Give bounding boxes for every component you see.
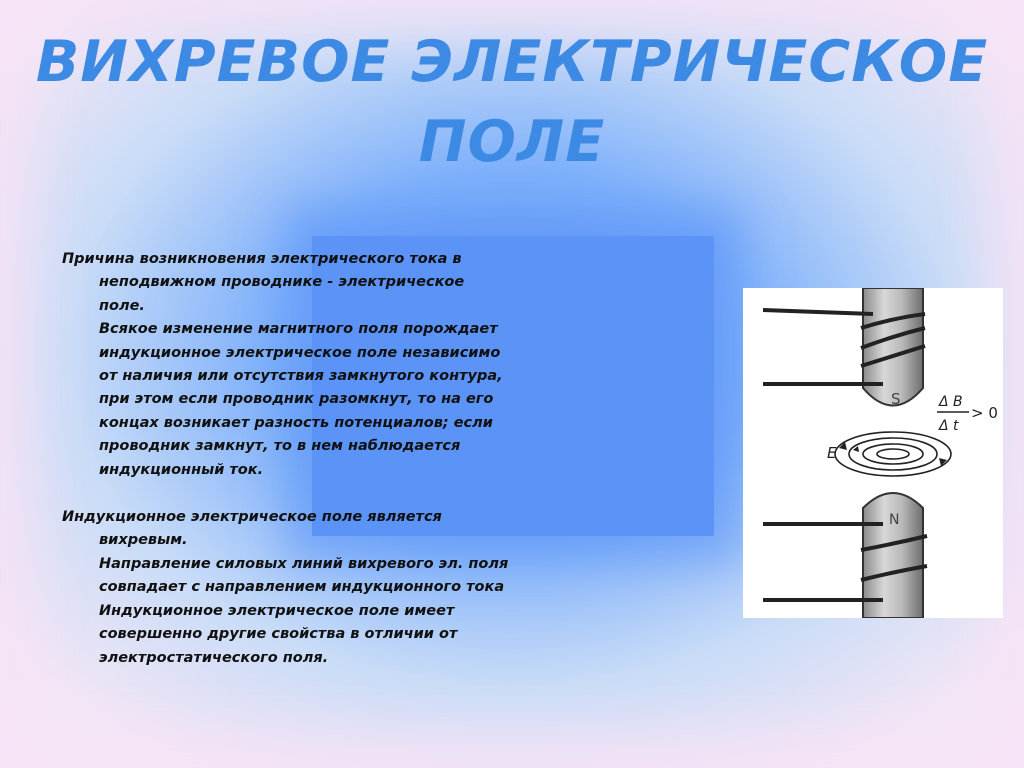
paragraph-change: Всякое изменение магнитного поля порождает индукционное электрическое поле независимо от наличия или отсутствия замкнутого контура, при этом если проводник разомкнут, то на его концах возникает разность потенциалов; если проводник замкнут, то в нем наблюдается индукционный ток. [99, 321, 503, 478]
field-lines [835, 432, 951, 476]
paragraph-cause: Причина возникновения электрического тока в неподвижном проводнике - электрическое поле. [62, 251, 465, 314]
magnet-diagram [743, 288, 1003, 618]
pole-n-label: N [889, 512, 900, 528]
top-magnet [863, 288, 923, 406]
paragraph-properties: Индукционное электрическое поле имеет совершенно другие свойства в отличии от электростатического поля. [99, 602, 458, 666]
body-text [62, 248, 512, 670]
title-line-1: ВИХРЕВОЕ ЭЛЕКТРИЧЕСКОЕ [35, 29, 989, 95]
magnet-figure [743, 288, 1003, 618]
formula-denominator: Δ t [939, 418, 959, 434]
slide-title [0, 22, 1024, 182]
title-line-2: ПОЛЕ [418, 109, 606, 175]
field-e-label: E [827, 444, 837, 462]
formula-numerator: Δ B [939, 394, 963, 410]
paragraph-vortex: Индукционное электрическое поле является вихревым. [62, 509, 442, 549]
pole-s-label: S [891, 390, 901, 408]
paragraph-direction: Направление силовых линий вихревого эл. поля совпадает с направлением индукционного тока [99, 555, 509, 596]
formula-relation: > 0 [971, 404, 998, 422]
